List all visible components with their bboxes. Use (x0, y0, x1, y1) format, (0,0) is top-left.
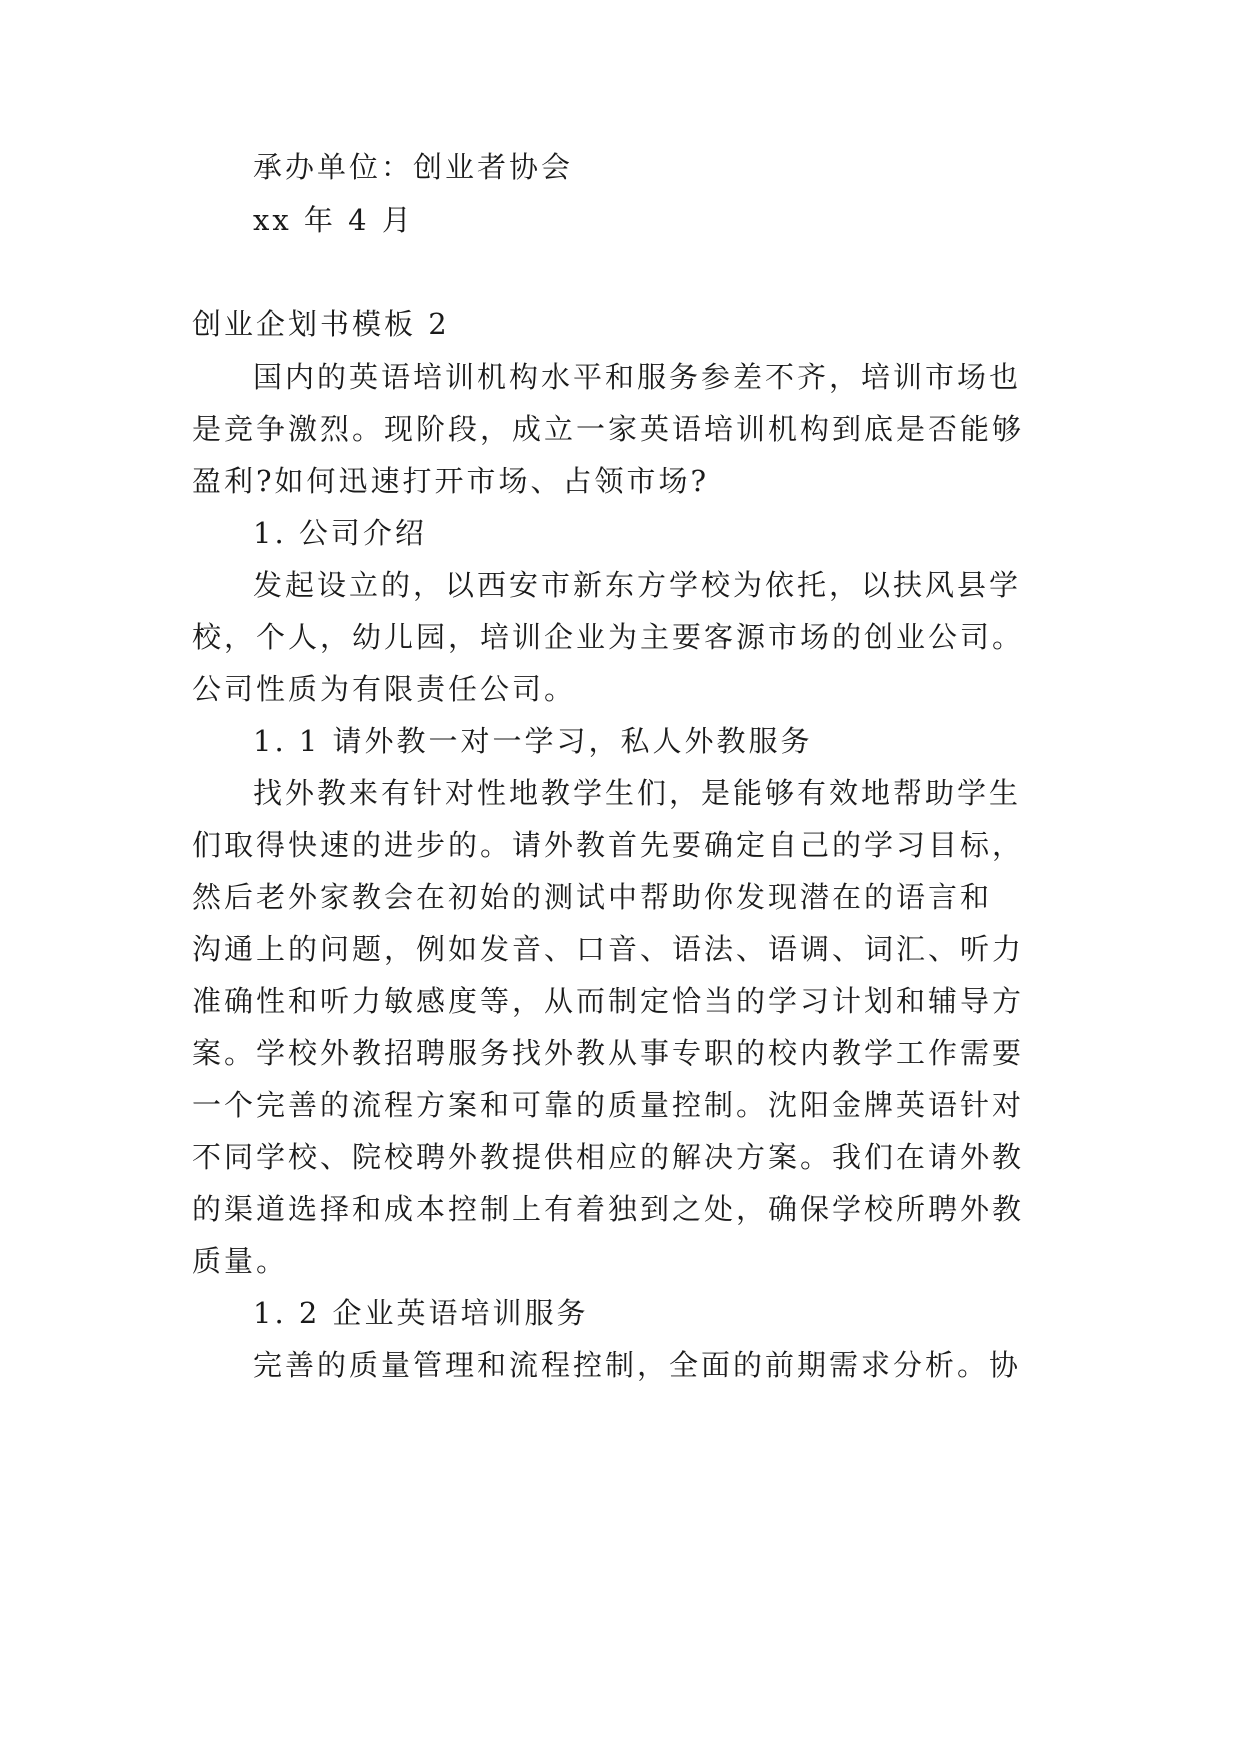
paragraph-line: 完善的质量管理和流程控制，全面的前期需求分析。协 (253, 1348, 1022, 1382)
paragraph-line: 发起设立的，以西安市新东方学校为依托，以扶风县学 (253, 568, 1022, 602)
paragraph-line: 公司性质为有限责任公司。 (192, 672, 577, 706)
paragraph-line: 找外教来有针对性地教学生们，是能够有效地帮助学生 (253, 776, 1022, 810)
subheading-corporate-training: 1. 2 企业英语培训服务 (253, 1296, 589, 1330)
paragraph-line: 是竞争激烈。现阶段，成立一家英语培训机构到底是否能够 (192, 412, 1025, 446)
organizer-line: 承办单位：创业者协会 (253, 150, 574, 184)
paragraph-line: 校，个人，幼儿园，培训企业为主要客源市场的创业公司。 (192, 620, 1025, 654)
paragraph-line: 的渠道选择和成本控制上有着独到之处，确保学校所聘外教 (192, 1192, 1025, 1226)
paragraph-line: 然后老外家教会在初始的测试中帮助你发现潜在的语言和 (192, 880, 993, 914)
paragraph-line: 案。学校外教招聘服务找外教从事专职的校内教学工作需要 (192, 1036, 1025, 1070)
paragraph-line: 质量。 (192, 1244, 289, 1278)
subheading-company-intro: 1. 公司介绍 (253, 516, 427, 550)
section-title: 创业企划书模板 2 (192, 307, 450, 341)
paragraph-line: 不同学校、院校聘外教提供相应的解决方案。我们在请外教 (192, 1140, 1025, 1174)
paragraph-line: 一个完善的流程方案和可靠的质量控制。沈阳金牌英语针对 (192, 1088, 1025, 1122)
paragraph-line: 盈利?如何迅速打开市场、占领市场? (192, 464, 710, 498)
paragraph-line: 们取得快速的进步的。请外教首先要确定自己的学习目标， (192, 828, 1025, 862)
paragraph-line: 沟通上的问题，例如发音、口音、语法、语调、词汇、听力 (192, 932, 1025, 966)
subheading-private-tutor: 1. 1 请外教一对一学习，私人外教服务 (253, 724, 813, 758)
paragraph-line: 准确性和听力敏感度等，从而制定恰当的学习计划和辅导方 (192, 984, 1025, 1018)
paragraph-line: 国内的英语培训机构水平和服务参差不齐，培训市场也 (253, 360, 1022, 394)
date-line: xx 年 4 月 (253, 203, 414, 237)
